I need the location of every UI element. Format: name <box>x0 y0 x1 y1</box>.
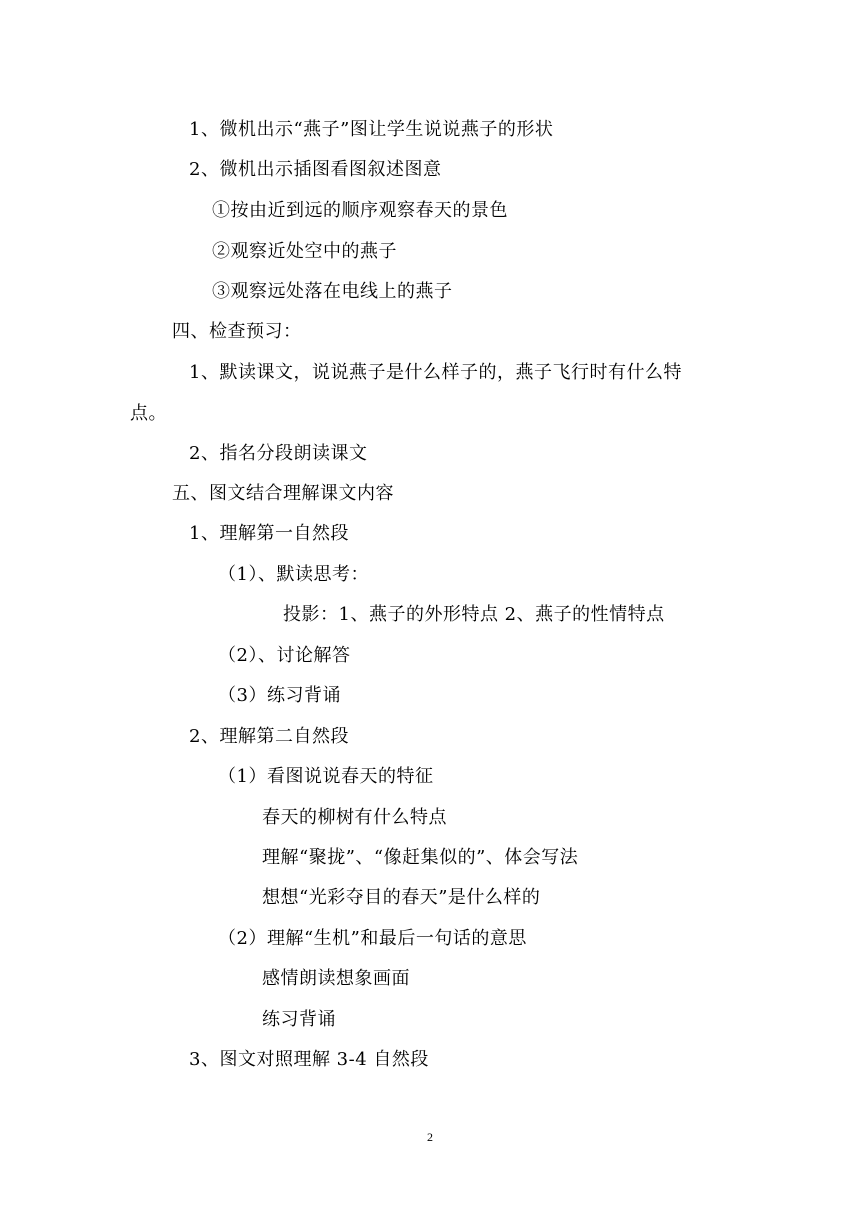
section-heading: 五、图文结合理解课文内容 <box>172 483 394 504</box>
text-line: 3、图文对照理解 3-4 自然段 <box>189 1049 429 1070</box>
text-line: 想想“光彩夺目的春天”是什么样的 <box>262 887 541 908</box>
text-line: 2、理解第二自然段 <box>189 726 349 747</box>
text-line: 2、指名分段朗读课文 <box>189 443 368 464</box>
text-line: （3）练习背诵 <box>218 685 341 706</box>
text-line: 理解“聚拢”、“像赶集似的”、体会写法 <box>262 847 579 868</box>
text-line: 1、微机出示“燕子”图让学生说说燕子的形状 <box>189 119 554 140</box>
text-line: 2、微机出示插图看图叙述图意 <box>189 159 442 180</box>
text-line: ③观察远处落在电线上的燕子 <box>212 281 453 302</box>
text-line: （2）、讨论解答 <box>218 645 351 666</box>
text-line: （1）、默读思考： <box>218 564 369 585</box>
text-line: 1、默读课文，说说燕子是什么样子的，燕子飞行时有什么特 <box>189 362 682 383</box>
text-line: ②观察近处空中的燕子 <box>212 241 397 262</box>
text-line: 感情朗读想象画面 <box>262 968 410 989</box>
text-line: 练习背诵 <box>262 1009 336 1030</box>
text-line: 1、理解第一自然段 <box>189 523 349 544</box>
text-line: ①按由近到远的顺序观察春天的景色 <box>212 200 508 221</box>
text-line: 投影：1、燕子的外形特点 2、燕子的性情特点 <box>283 604 665 625</box>
text-line: （2）理解“生机”和最后一句话的意思 <box>218 928 527 949</box>
page-number: 2 <box>427 1130 433 1144</box>
text-line: 点。 <box>130 403 167 424</box>
section-heading: 四、检查预习： <box>172 321 302 342</box>
text-line: 春天的柳树有什么特点 <box>262 807 447 828</box>
text-line: （1）看图说说春天的特征 <box>218 766 434 787</box>
